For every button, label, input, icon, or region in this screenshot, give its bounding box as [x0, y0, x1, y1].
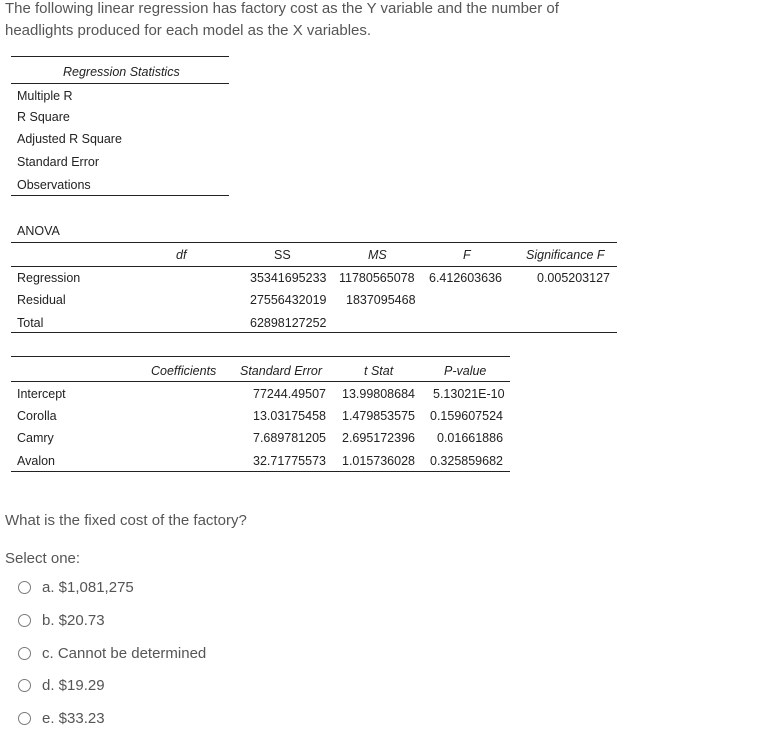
- anova-f: 6.412603636: [429, 271, 502, 285]
- answer-option-label: b. $20.73: [42, 611, 105, 629]
- coef-header-t-stat: t Stat: [364, 364, 394, 378]
- anova-ss: 62898127252: [250, 316, 327, 330]
- rs-label: Observations: [17, 178, 91, 192]
- anova-significance: 0.005203127: [537, 271, 610, 285]
- radio-button-icon[interactable]: [18, 614, 31, 627]
- rs-bottom-rule: [11, 195, 229, 196]
- coef-row-label: Corolla: [17, 409, 57, 423]
- anova-header-f: F: [463, 248, 471, 262]
- coef-header-rule: [11, 381, 510, 382]
- anova-ms: 11780565078: [339, 271, 415, 285]
- coef-top-rule: [11, 356, 510, 357]
- radio-button-icon[interactable]: [18, 581, 31, 594]
- rs-header-rule: [11, 83, 229, 84]
- rs-label: Standard Error: [17, 155, 99, 169]
- anova-row-label: Total: [17, 316, 44, 330]
- radio-button-icon[interactable]: [18, 712, 31, 725]
- select-one-label: Select one:: [5, 550, 81, 567]
- coef-header-p-value: P-value: [444, 364, 487, 378]
- coef-t-stat: 2.695172396: [342, 431, 415, 445]
- answer-option-c[interactable]: [18, 642, 206, 664]
- coef-t-stat: 13.99808684: [342, 387, 415, 401]
- coef-t-stat: 1.015736028: [342, 454, 415, 468]
- radio-button-icon[interactable]: [18, 647, 31, 660]
- anova-header-ss: SS: [274, 248, 291, 262]
- coef-header-standard-error: Standard Error: [240, 364, 322, 378]
- answer-option-a[interactable]: [18, 576, 134, 598]
- question-intro: The following linear regression has factory cost as the Y variable and the number of headlights produced for each model as the X variables.: [5, 0, 559, 39]
- anova-ss: 27556432019: [250, 293, 327, 307]
- coef-p-value: 5.13021E-10: [433, 387, 505, 401]
- rs-label: Adjusted R Square: [17, 132, 122, 146]
- anova-row-label: Regression: [17, 271, 81, 285]
- coef-row-label: Intercept: [17, 387, 66, 401]
- anova-header-ms: MS: [368, 248, 387, 262]
- coef-row-label: Camry: [17, 431, 54, 445]
- answer-option-label: d. $19.29: [42, 676, 105, 694]
- rs-top-rule: [11, 56, 229, 57]
- coef-p-value: 0.01661886: [437, 431, 504, 445]
- coef-bottom-rule: [11, 471, 510, 472]
- coef-standard-error: 32.71775573: [253, 454, 326, 468]
- coef-standard-error: 7.689781205: [253, 431, 326, 445]
- coef-p-value: 0.325859682: [430, 454, 503, 468]
- anova-ms: 1837095468: [346, 293, 416, 307]
- rs-title: Regression Statistics: [63, 65, 180, 79]
- anova-row-label: Residual: [17, 293, 66, 307]
- rs-label: Multiple R: [17, 89, 73, 103]
- answer-option-label: e. $33.23: [42, 709, 105, 727]
- answer-option-label: a. $1,081,275: [42, 578, 134, 596]
- coef-header-coefficients: Coefficients: [151, 364, 217, 378]
- answer-option-label: c. Cannot be determined: [42, 644, 207, 662]
- coef-standard-error: 13.03175458: [253, 409, 326, 423]
- answer-option-e[interactable]: [18, 707, 105, 729]
- coef-p-value: 0.159607524: [430, 409, 503, 423]
- coef-row-label: Avalon: [17, 454, 55, 468]
- answer-option-d[interactable]: [18, 674, 105, 696]
- rs-label: R Square: [17, 110, 70, 124]
- anova-header-significance: Significance F: [526, 248, 605, 262]
- anova-bottom-rule: [11, 332, 617, 333]
- anova-header-df: df: [176, 248, 187, 262]
- anova-ss: 35341695233: [250, 271, 327, 285]
- anova-top-rule: [11, 242, 617, 243]
- anova-title: ANOVA: [17, 224, 60, 238]
- coef-t-stat: 1.479853575: [342, 409, 415, 423]
- anova-header-rule: [11, 266, 617, 267]
- radio-button-icon[interactable]: [18, 679, 31, 692]
- answer-option-b[interactable]: [18, 609, 105, 631]
- coef-standard-error: 77244.49507: [253, 387, 326, 401]
- question-text: What is the fixed cost of the factory?: [5, 512, 247, 529]
